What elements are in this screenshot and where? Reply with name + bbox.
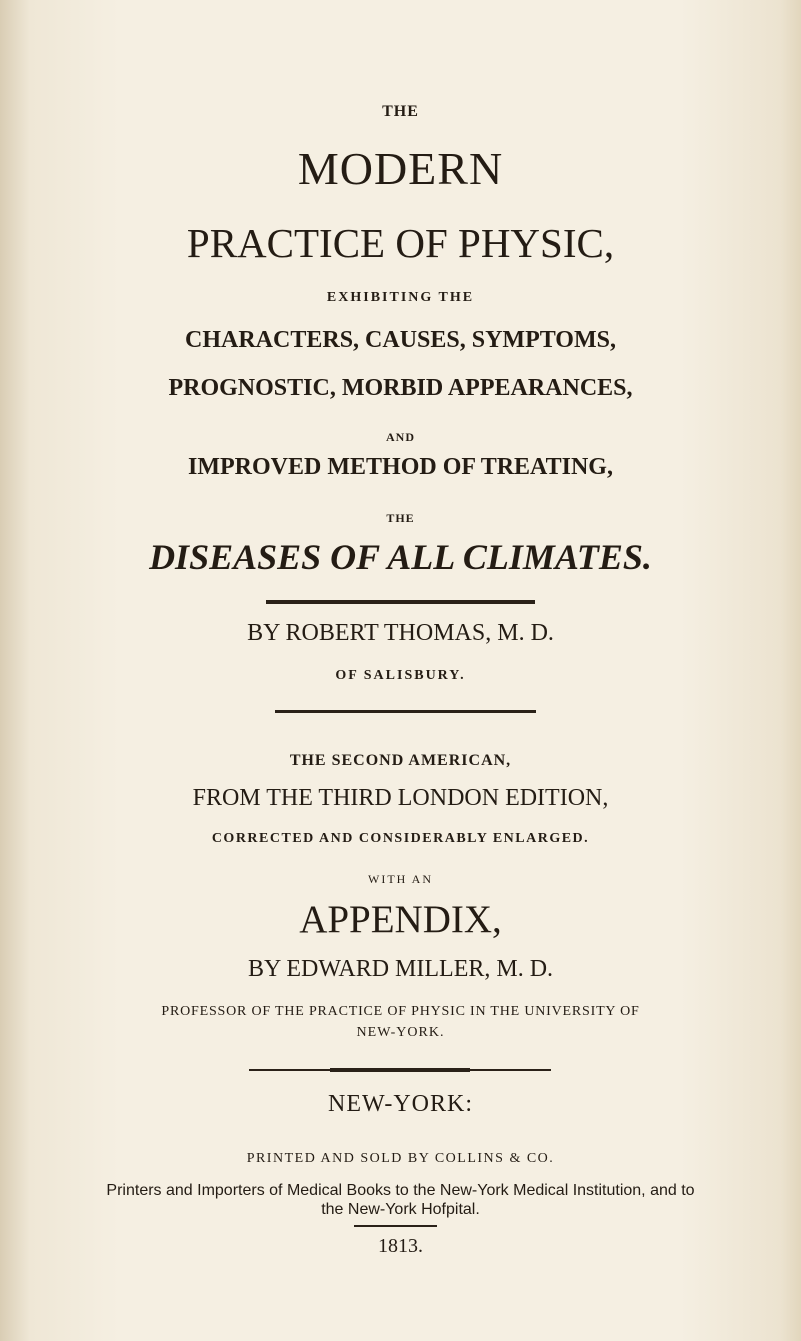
the-line: THE <box>386 511 415 525</box>
exhibiting-the: EXHIBITING THE <box>326 290 475 305</box>
improved-method-line: IMPROVED METHOD OF TREATING, <box>188 454 613 480</box>
professor-line-2: NEW-YORK. <box>356 1025 445 1040</box>
appendix-author: BY EDWARD MILLER, M. D. <box>247 956 554 982</box>
with-an: WITH AN <box>368 872 433 886</box>
and-line: AND <box>386 430 415 444</box>
title-modern: MODERN <box>297 143 504 194</box>
printer-line: PRINTED AND SOLD BY COLLINS & CO. <box>246 1151 555 1166</box>
printer-description-2: the New-York Hofpital. <box>321 1201 480 1218</box>
divider-1 <box>266 600 535 604</box>
professor-line-1: PROFESSOR OF THE PRACTICE OF PHYSIC IN THE UNIVERSITY OF <box>161 1004 640 1019</box>
characters-line: CHARACTERS, CAUSES, SYMPTOMS, <box>185 327 616 353</box>
the-heading: THE <box>382 103 419 120</box>
author-line: BY ROBERT THOMAS, M. D. <box>247 620 554 646</box>
edition-line-2: FROM THE THIRD LONDON EDITION, <box>192 785 609 811</box>
diseases-of-all-climates: DISEASES OF ALL CLIMATES. <box>149 537 652 577</box>
divider-3-thick <box>330 1068 470 1072</box>
divider-2 <box>275 710 536 713</box>
printer-description-1: Printers and Importers of Medical Books to the New-York Medical Institution, and to <box>106 1182 695 1199</box>
appendix-title: APPENDIX, <box>299 898 502 941</box>
title-practice-of-physic: PRACTICE OF PHYSIC, <box>186 220 615 266</box>
edition-line-3: CORRECTED AND CONSIDERABLY ENLARGED. <box>211 831 590 846</box>
publication-year: 1813. <box>378 1235 423 1257</box>
author-place: OF SALISBURY. <box>335 668 466 683</box>
edition-line-1: THE SECOND AMERICAN, <box>289 752 512 769</box>
place-new-york: NEW-YORK: <box>328 1091 473 1117</box>
divider-4 <box>354 1225 437 1227</box>
prognostic-line: PROGNOSTIC, MORBID APPEARANCES, <box>168 375 633 401</box>
